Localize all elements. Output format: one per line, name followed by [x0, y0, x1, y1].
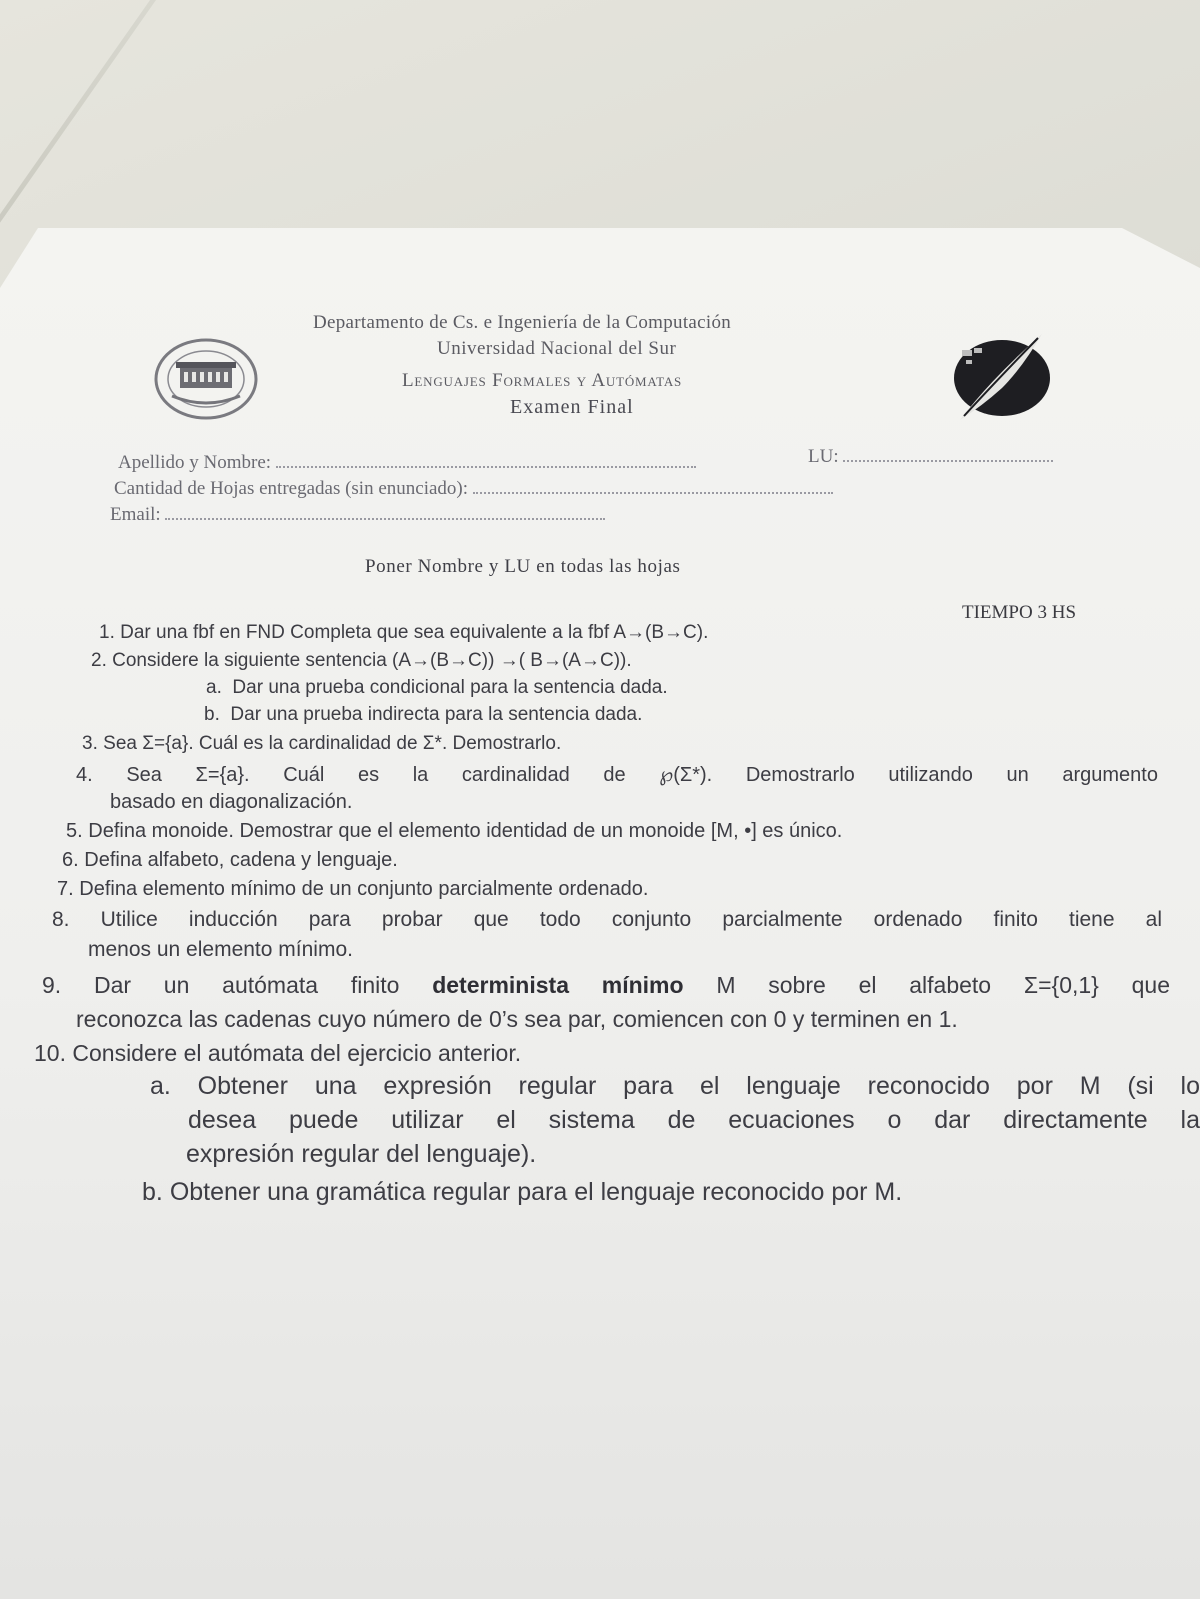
lu-field[interactable]: [808, 446, 1053, 468]
sheets-field[interactable]: [114, 478, 833, 500]
exam-heading: Examen Final: [510, 396, 634, 418]
question-number: 6.: [62, 849, 79, 871]
email-label: Email:: [110, 504, 161, 525]
question-10b: [142, 1178, 902, 1207]
lu-label: LU:: [808, 446, 839, 467]
question-2a: [206, 677, 668, 699]
name-label: Apellido y Nombre:: [118, 452, 272, 473]
question-4-line2: basado en diagonalización.: [110, 791, 353, 813]
name-field[interactable]: [118, 452, 696, 474]
department-feather-logo-icon: [952, 328, 1052, 424]
question-number: 1.: [99, 622, 115, 643]
question-number: 10.: [34, 1040, 66, 1066]
question-10a-line3: expresión regular del lenguaje).: [186, 1140, 537, 1168]
sheets-label: Cantidad de Hojas entregadas (sin enunciado):: [114, 478, 469, 499]
question-number: 2.: [91, 650, 107, 671]
question-5: [66, 820, 842, 843]
department-heading: Departamento de Cs. e Ingeniería de la Computación: [313, 312, 732, 333]
instruction-text: Poner Nombre y LU en todas las hojas: [365, 556, 681, 577]
question-3: [82, 733, 561, 755]
question-text: Defina alfabeto, cadena y lenguaje.: [84, 849, 398, 871]
question-text: Defina elemento mínimo de un conjunto parcialmente ordenado.: [79, 878, 649, 900]
sub-letter: a.: [206, 677, 222, 698]
desk-edge: [0, 0, 156, 240]
question-9-line2: reconozca las cadenas cuyo número de 0’s sea par, comiencen con 0 y terminen en 1.: [76, 1006, 958, 1032]
question-10: [34, 1040, 521, 1067]
question-number: 9.: [42, 972, 62, 998]
question-text-pre: Dar un autómata finito: [93, 972, 400, 998]
question-6: [62, 849, 398, 872]
question-text: Considere el autómata del ejercicio anterior.: [72, 1040, 522, 1066]
sub-letter: b.: [142, 1178, 163, 1206]
university-heading: Universidad Nacional del Sur: [437, 338, 677, 359]
course-heading: Lenguajes Formales y Autómatas: [402, 370, 683, 391]
question-number: 3.: [82, 733, 98, 754]
sub-letter: a.: [150, 1072, 171, 1100]
question-text: Sea Σ={a}. Cuál es la cardinalidad de Σ*. Demostrarlo.: [103, 733, 562, 754]
question-text: Considere la siguiente sentencia (A→(B→C)) →( B→(A→C)).: [112, 650, 632, 671]
sub-text: Obtener una gramática regular para el lenguaje reconocido por M.: [169, 1178, 903, 1206]
email-field[interactable]: [110, 504, 605, 526]
name-blank[interactable]: [276, 452, 696, 468]
question-1: [99, 622, 708, 644]
question-text: Sea Σ={a}. Cuál es la cardinalidad de ℘(Σ*). Demostrarlo utilizando un argumento: [126, 764, 1158, 786]
email-blank[interactable]: [165, 504, 605, 520]
question-text: Utilice inducción para probar que todo conjunto parcialmente ordenado finito tiene al: [100, 908, 1162, 931]
sub-letter: b.: [204, 704, 220, 725]
question-number: 5.: [66, 820, 83, 842]
question-8-line1: [52, 908, 1162, 932]
question-2b: [204, 704, 642, 726]
question-8-line2: menos un elemento mínimo.: [88, 938, 353, 961]
question-9-line1: [42, 972, 1170, 999]
sub-text: Dar una prueba condicional para la sentencia dada.: [232, 677, 668, 698]
sheets-blank[interactable]: [473, 478, 833, 494]
question-number: 4.: [76, 764, 93, 786]
university-seal-icon: [152, 336, 260, 422]
question-2: [91, 650, 632, 672]
question-number: 7.: [57, 878, 74, 900]
question-text-bold: determinista mínimo: [432, 972, 684, 998]
question-text: Dar una fbf en FND Completa que sea equivalente a la fbf A→(B→C).: [120, 622, 709, 643]
time-limit: TIEMPO 3 HS: [962, 602, 1077, 623]
question-4-line1: [76, 762, 1158, 787]
question-10a-line1: [150, 1072, 1200, 1101]
sub-text: Obtener una expresión regular para el lenguaje reconocido por M (si lo: [197, 1072, 1200, 1100]
question-10a-line2: desea puede utilizar el sistema de ecuaciones o dar directamente la: [188, 1106, 1200, 1134]
question-number: 8.: [52, 908, 70, 931]
sub-text: Dar una prueba indirecta para la sentencia dada.: [230, 704, 643, 725]
question-text: Defina monoide. Demostrar que el elemento identidad de un monoide [M, •] es único.: [88, 820, 843, 842]
question-7: [57, 878, 649, 901]
question-text-post: M sobre el alfabeto Σ={0,1} que: [716, 972, 1171, 998]
lu-blank[interactable]: [843, 446, 1053, 462]
